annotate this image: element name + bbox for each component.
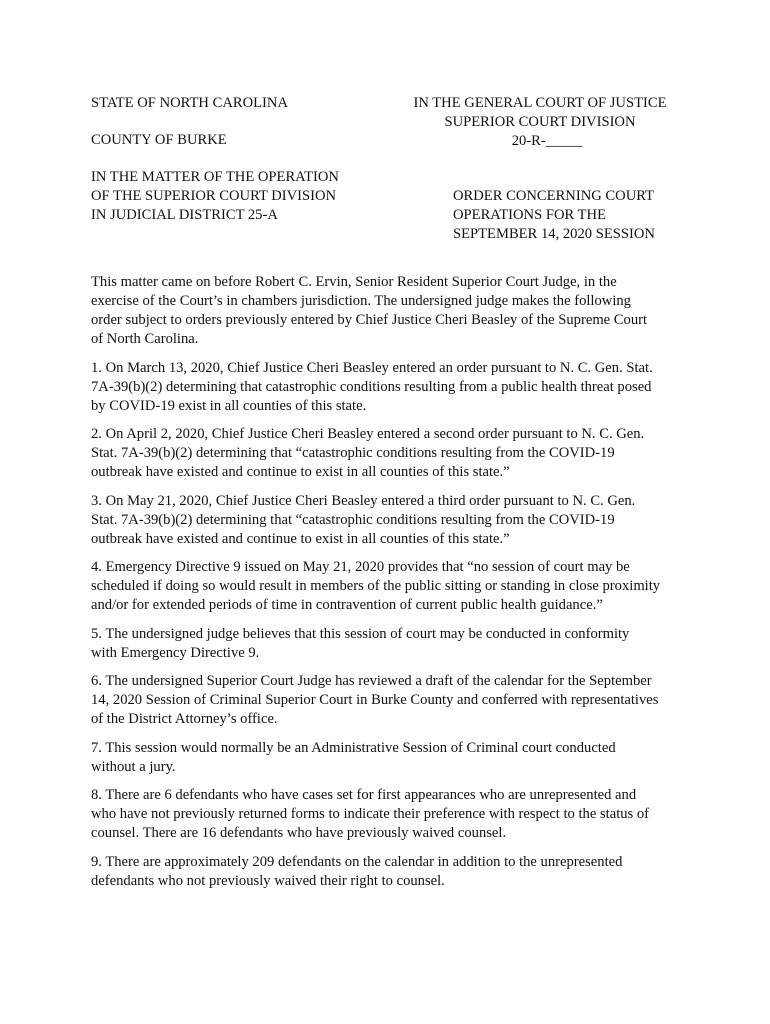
paragraph-line: without a jury. bbox=[91, 758, 176, 775]
paragraph-line: 9. There are approximately 209 defendants on the calendar in addition to the unrepresented bbox=[91, 853, 623, 870]
finding-paragraph-3 bbox=[91, 492, 683, 549]
court-caption bbox=[408, 94, 672, 151]
paragraph-line: Stat. 7A-39(b)(2) determining that “catastrophic conditions resulting from the COVID-19 bbox=[91, 445, 615, 461]
order-title-line: SEPTEMBER 14, 2020 SESSION bbox=[453, 226, 655, 242]
paragraph-line: counsel. There are 16 defendants who have previously waived counsel. bbox=[91, 825, 507, 841]
paragraph-line: 14, 2020 Session of Criminal Superior Court in Burke County and conferred with representatives bbox=[91, 692, 659, 708]
finding-paragraph-5 bbox=[91, 625, 683, 663]
paragraph-line: exercise of the Court’s in chambers jurisdiction. The undersigned judge makes the following bbox=[91, 293, 631, 309]
paragraph-line: Stat. 7A-39(b)(2) determining that “catastrophic conditions resulting from the COVID-19 bbox=[91, 511, 615, 528]
paragraph-line: outbreak have existed and continue to exist in all counties of this state.” bbox=[91, 464, 510, 480]
matter-line: IN THE MATTER OF THE OPERATION bbox=[91, 169, 339, 185]
paragraph-line: who have not previously returned forms to indicate their preference with respect to the status of bbox=[91, 806, 650, 822]
matter-caption bbox=[91, 168, 339, 225]
paragraph-line: 2. On April 2, 2020, Chief Justice Cheri Beasley entered a second order pursuant to N. C. Gen. bbox=[91, 426, 645, 442]
paragraph-line: with Emergency Directive 9. bbox=[91, 644, 260, 661]
file-number-line: 20-R-_____ bbox=[511, 133, 583, 149]
paragraph-line: 4. Emergency Directive 9 issued on May 21, 2020 provides that “no session of court may be bbox=[91, 559, 630, 575]
paragraph-line: 7A-39(b)(2) determining that catastrophic conditions resulting from a public health threat posed bbox=[91, 378, 652, 395]
order-body bbox=[91, 273, 683, 900]
county-caption: COUNTY OF BURKE bbox=[91, 132, 227, 148]
paragraph-line: by COVID-19 exist in all counties of this state. bbox=[91, 397, 367, 414]
state-caption: STATE OF NORTH CAROLINA bbox=[91, 95, 288, 111]
court-division-line: SUPERIOR COURT DIVISION bbox=[444, 114, 636, 130]
paragraph-line: 7. This session would normally be an Administrative Session of Criminal court conducted bbox=[91, 739, 616, 756]
paragraph-line: order subject to orders previously entered by Chief Justice Cheri Beasley of the Supreme Court bbox=[91, 312, 648, 328]
paragraph-line: of the District Attorney’s office. bbox=[91, 711, 278, 727]
paragraph-line: 1. On March 13, 2020, Chief Justice Cheri Beasley entered an order pursuant to N. C. Gen. Stat. bbox=[91, 359, 653, 376]
matter-line: OF THE SUPERIOR COURT DIVISION bbox=[91, 188, 337, 204]
paragraph-line: defendants who not previously waived their right to counsel. bbox=[91, 872, 445, 889]
paragraph-line: outbreak have existed and continue to exist in all counties of this state.” bbox=[91, 530, 510, 547]
finding-paragraph-7 bbox=[91, 739, 683, 777]
paragraph-line: and/or for extended periods of time in contravention of current public health guidance.” bbox=[91, 597, 603, 613]
order-title-line: OPERATIONS FOR THE bbox=[453, 207, 606, 223]
intro-paragraph bbox=[91, 273, 683, 349]
order-title-line: ORDER CONCERNING COURT bbox=[453, 188, 655, 204]
paragraph-line: scheduled if doing so would result in members of the public sitting or standing in close proximity bbox=[91, 578, 661, 594]
finding-paragraph-2 bbox=[91, 425, 683, 482]
paragraph-line: 8. There are 6 defendants who have cases set for first appearances who are unrepresented and bbox=[91, 787, 637, 803]
finding-paragraph-1 bbox=[91, 359, 683, 416]
paragraph-line: This matter came on before Robert C. Ervin, Senior Resident Superior Court Judge, in the bbox=[91, 274, 617, 290]
finding-paragraph-8 bbox=[91, 786, 683, 843]
finding-paragraph-4 bbox=[91, 558, 683, 615]
paragraph-line: 5. The undersigned judge believes that this session of court may be conducted in conformity bbox=[91, 625, 630, 642]
paragraph-line: 6. The undersigned Superior Court Judge has reviewed a draft of the calendar for the September bbox=[91, 673, 652, 689]
finding-paragraph-6 bbox=[91, 672, 683, 729]
order-title bbox=[453, 187, 655, 244]
finding-paragraph-9 bbox=[91, 853, 683, 891]
court-name-line: IN THE GENERAL COURT OF JUSTICE bbox=[413, 95, 667, 111]
paragraph-line: 3. On May 21, 2020, Chief Justice Cheri Beasley entered a third order pursuant to N. C. Gen. bbox=[91, 492, 636, 509]
matter-line: IN JUDICIAL DISTRICT 25-A bbox=[91, 207, 278, 223]
paragraph-line: of North Carolina. bbox=[91, 331, 199, 347]
